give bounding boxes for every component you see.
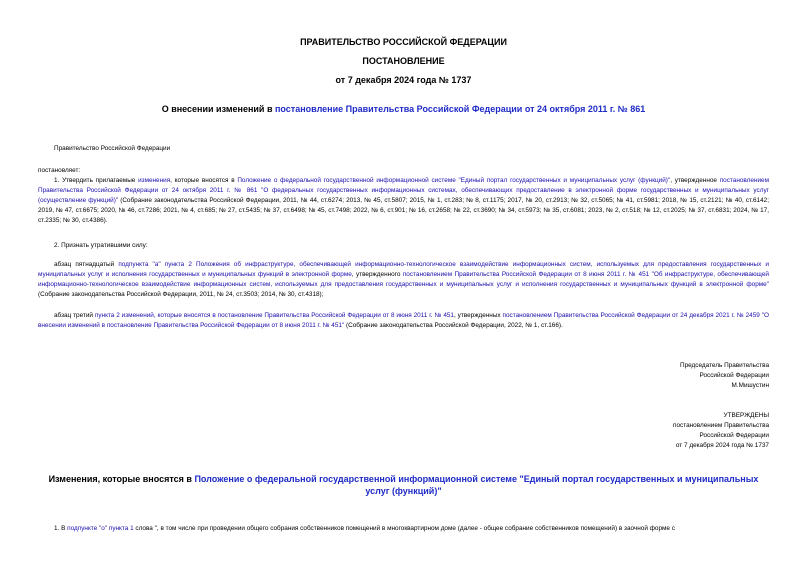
- issuer-line: Правительство Российской Федерации: [54, 145, 171, 152]
- decrees-line: постановляет:: [38, 167, 81, 174]
- paragraph-2: 2. Признать утратившими силу:: [54, 242, 148, 249]
- resolution-451-link[interactable]: постановлением Правительства Российской Федерации от 8 июня 2011 г. № 451 "Об инфраструктуре, обеспечивающей информационно-технологическое взаимодействие информационных систем, используемых для предоставления государственных и муниципальных услуг и исполнения государственных и муниципальных функций в электронной форме": [38, 271, 769, 288]
- changes-title: [38, 473, 769, 497]
- approval-block: [673, 411, 769, 451]
- issuer-heading: ПРАВИТЕЛЬСТВО РОССИЙСКОЙ ФЕДЕРАЦИИ: [300, 37, 507, 47]
- changes-title-link[interactable]: Положение о федеральной государственной информационной системе "Единый портал государственных и муниципальных услуг (функций)": [194, 474, 759, 496]
- subparagraph-o-link[interactable]: подпункте "о" пункта 1: [67, 525, 134, 532]
- resolution-2459-link[interactable]: постановлением Правительства Российской Федерации от 24 декабря 2021 г. № 2459 "О внесении изменений в постановление Правительства Российской Федерации от 8 июня 2011 г. № 451": [38, 312, 769, 329]
- approval-heading: УТВЕРЖДЕНЫ: [723, 412, 769, 419]
- date-number-heading: от 7 декабря 2024 года № 1737: [335, 75, 472, 85]
- infrastructure-regulation-link[interactable]: подпункта "а" пункта 2 Положения об инфраструктуре, обеспечивающей информационно-технологическое взаимодействие информационных систем, используемых для предоставления государственных и муниципальных услуг и исполнения государственных и муниципальных функций в электронной форме: [38, 261, 769, 278]
- signature-name: М.Мишустин: [731, 382, 769, 389]
- approval-line-4: от 7 декабря 2024 года № 1737: [675, 442, 769, 449]
- document-title-prefix: О внесении изменений в: [161, 104, 275, 114]
- changes-paragraph-1: 1. В подпункте "о" пункта 1 слова ", в том числе при проведении общего собрания собственников помещений в многоквартирном доме (далее - общее собрание собственников помещений) в заочной форме с: [54, 525, 675, 532]
- document-title: [0, 104, 807, 114]
- paragraph-3: абзац пятнадцатый подпункта "а" пункта 2 Положения об инфраструктуре, обеспечивающей информационно-технологическое взаимодействие информационных систем, используемых для предоставления государственных и муниципальных услуг и исполнения государственных и муниципальных функций в электронной форме, утвержденного постановлением Правительства Российской Федерации от 8 июня 2011 г. № 451 "Об инфраструктуре, обеспечивающей информационно-технологическое взаимодействие информационных систем, используемых для предоставления государственных и муниципальных услуг и исполнения государственных и муниципальных функций в электронной форме" (Собрание законодательства Российской Федерации, 2011, № 24, ст.3503; 2014, № 30, ст.4318);: [38, 261, 769, 298]
- approval-line-2: постановлением Правительства: [673, 422, 769, 429]
- signature-country: Российской Федерации: [699, 372, 769, 379]
- changes-451-link[interactable]: пункта 2 изменений, которые вносятся в постановление Правительства Российской Федерации от 8 июня 2011 г. № 451: [94, 312, 454, 319]
- title-link[interactable]: постановление Правительства Российской Федерации от 24 октября 2011 г. № 861: [274, 104, 646, 114]
- signature-position: Председатель Правительства: [680, 362, 769, 369]
- paragraph-4: абзац третий пункта 2 изменений, которые вносятся в постановление Правительства Российской Федерации от 8 июня 2011 г. № 451, утвержденных постановлением Правительства Российской Федерации от 24 декабря 2021 г. № 2459 "О внесении изменений в постановление Правительства Российской Федерации от 8 июня 2011 г. № 451" (Собрание законодательства Российской Федерации, 2022, № 1, ст.166).: [38, 312, 769, 329]
- document-type-heading: ПОСТАНОВЛЕНИЕ: [362, 56, 445, 66]
- resolution-861-link[interactable]: постановлением Правительства Российской Федерации от 24 октября 2011 г. № 861 "О федеральных государственных информационных системах, обеспечивающих предоставление в электронной форме государственных и муниципальных услуг (осуществление функций)": [38, 177, 769, 204]
- signature-block: [680, 361, 769, 391]
- changes-link[interactable]: изменения: [138, 177, 171, 184]
- regulation-link[interactable]: Положение о федеральной государственной информационной системе "Единый портал государственных и муниципальных услуг (функций)": [237, 177, 671, 184]
- approval-line-3: Российской Федерации: [699, 432, 769, 439]
- paragraph-1: 1. Утвердить прилагаемые изменения, которые вносятся в Положение о федеральной государственной информационной системе "Единый портал государственных и муниципальных услуг (функций)", утвержденное постановлением Правительства Российской Федерации от 24 октября 2011 г. № 861 "О федеральных государственных информационных системах, обеспечивающих предоставление в электронной форме государственных и муниципальных услуг (осуществление функций)" (Собрание законодательства Российской Федерации, 2011, № 44, ст.6274; 2013, № 45, ст.5807; 2015, № 1, ст.283; № 8, ст.1175; 2017, № 20, ст.2913; № 32, ст.5065; № 41, ст.5981; 2018, № 15, ст.2121; № 40, ст.6142; 2019, № 47, ст.6675; 2020, № 46, ст.7286; 2021, № 4, ст.685; № 27, ст.5435; № 37, ст.6498; № 45, ст.7498; 2022, № 6, ст.901; № 16, ст.2658; № 22, ст.3690; № 34, ст.5973; № 35, ст.6081; 2023, № 2, ст.518; № 12, ст.2025; № 37, ст.6831; 2024, № 17, ст.2335; № 30, ст.4386).: [38, 177, 769, 224]
- changes-title-prefix: Изменения, которые вносятся в: [48, 474, 195, 484]
